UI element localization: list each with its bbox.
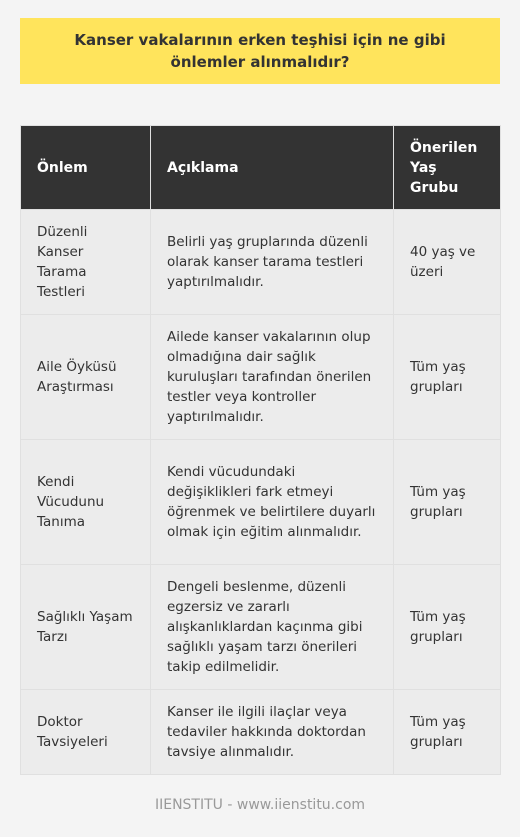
cell-precaution: Düzenli Kanser Tarama Testleri [21, 210, 151, 315]
header-description: Açıklama [151, 126, 394, 210]
table-row [21, 565, 501, 690]
cell-age-group: Tüm yaş grupları [394, 315, 501, 440]
header-precaution: Önlem [21, 126, 151, 210]
table-row [21, 690, 501, 775]
footer-credit: IIENSTITU - www.iienstitu.com [154, 797, 366, 813]
table-header-row [21, 126, 501, 210]
cell-age-group: Tüm yaş grupları [394, 565, 501, 690]
precautions-table [20, 125, 501, 775]
table-row [21, 210, 501, 315]
cell-precaution: Kendi Vücudunu Tanıma [21, 440, 151, 565]
cell-age-group: Tüm yaş grupları [394, 690, 501, 775]
cell-description: Kendi vücudundaki değişiklikleri fark etmeyi öğrenmek ve belirtilere duyarlı olmak için eğitim alınmalıdır. [151, 440, 394, 565]
cell-age-group: Tüm yaş grupları [394, 440, 501, 565]
cell-description: Ailede kanser vakalarının olup olmadığına dair sağlık kuruluşları tarafından önerilen testler veya kontroller yaptırılmalıdır. [151, 315, 394, 440]
header-age-group: Önerilen Yaş Grubu [394, 126, 501, 210]
cell-description: Belirli yaş gruplarında düzenli olarak kanser tarama testleri yaptırılmalıdır. [151, 210, 394, 315]
cell-description: Kanser ile ilgili ilaçlar veya tedaviler hakkında doktordan tavsiye alınmalıdır. [151, 690, 394, 775]
cell-age-group: 40 yaş ve üzeri [394, 210, 501, 315]
cell-precaution: Doktor Tavsiyeleri [21, 690, 151, 775]
cell-precaution: Sağlıklı Yaşam Tarzı [21, 565, 151, 690]
table-row [21, 440, 501, 565]
cell-precaution: Aile Öyküsü Araştırması [21, 315, 151, 440]
title-banner [20, 18, 500, 84]
page-title: Kanser vakalarının erken teşhisi için ne gibi önlemler alınmalıdır? [74, 31, 446, 71]
table-row [21, 315, 501, 440]
cell-description: Dengeli beslenme, düzenli egzersiz ve zararlı alışkanlıklardan kaçınma gibi sağlıklı yaşam tarzı önerileri takip edilmelidir. [151, 565, 394, 690]
